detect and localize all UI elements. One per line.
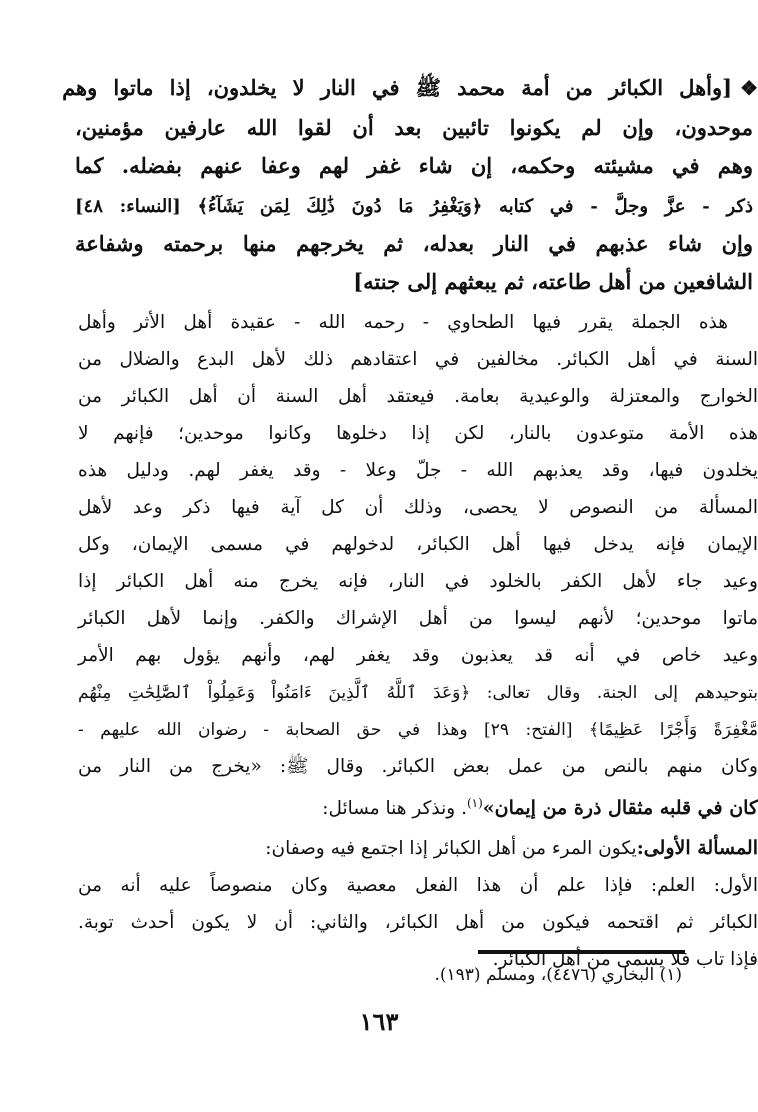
footnote: (١) البخاري (٤٤٧٦)، ومسلم (١٩٣). [434,965,682,985]
commentary-line: يخلدون فيها، وقد يعذبهم الله - جلّ وعلا - وقد يغفر لهم. ودليل هذه [78,460,758,481]
commentary-line: كان في قلبه مثقال ذرة من إيمان»$^{(١)}$. ونذكر هنا مسائل: [0,785,758,825]
hadith-text: كان في قلبه مثقال ذرة من إيمان» [482,797,758,820]
matn-line: ❖[وأهل الكبائر من أمة محمد ﷺ في النار لا يخلدون، إذا ماتوا وهم [0,68,758,108]
matn-line: ذكر - عزَّ وجلَّ - في كتابه ﴿وَيَغْفِرُ مَا دُونَ ذَٰلِكَ لِمَن يَشَآءُ﴾ [النساء: ٤٨] [75,196,753,217]
bullet-icon: ❖ [740,76,758,100]
commentary-line: الإيمان فإنه يدخل فيها أهل الكبائر، لدخولهم في مسمى الإيمان، وكل [78,534,758,555]
matn-line: الشافعين من أهل طاعته، ثم يبعثهم إلى جنته] [353,269,753,294]
commentary-line: مَّغْفِرَةً وَأَجْرًا عَظِيمًا﴾ [الفتح: ٢٩] وهذا في حق الصحابة - رضوان الله عليهم - [78,720,758,740]
commentary-line: هذه الجملة يقرر فيها الطحاوي - رحمه الله - عقيدة أهل الأثر وأهل [78,312,728,333]
commentary-line: وعيد جاء لأهل الكفر بالخلود في النار، فإنه يخرج منه أهل الكبائر إذا [78,571,758,592]
page-number: ١٦٣ [359,1007,399,1036]
commentary-line: ماتوا موحدين؛ لأنهم ليسوا من أهل الإشراك والكفر. وإنما لأهل الكبائر [78,608,758,629]
issue-line: فإذا تاب فلا يسمى من أهل الكبائر. [492,949,758,970]
commentary-line: وكان منهم بالنص من عمل بعض الكبائر. وقال ﷺ: «يخرج من النار من [78,756,758,777]
commentary-line: بتوحيدهم إلى الجنة. وقال تعالى: ﴿وَعَدَ ٱللَّهُ ٱلَّذِينَ ءَامَنُواْ وَعَمِلُواْ ٱلصَّٰلِحَٰتِ مِنْهُم [78,683,758,703]
issue-line: المسألة الأولى:يكون المرء من أهل الكبائر إذا اجتمع فيه وصفان: [0,830,758,870]
commentary-line: هذه الأمة متوعدون بالنار، لكن إذا دخلوها وكانوا موحدين؛ فإنهم لا [78,423,758,444]
matn-line: موحدون، وإن لم يكونوا تائبين بعد أن لقوا الله عارفين مؤمنين، [75,115,753,140]
commentary-line: الخوارج والمعتزلة والوعيدية بعامة. فيعتقد أهل السنة أن أهل الكبائر من [78,386,758,407]
commentary-line: وعيد خاص في أنه قد يعذبون وقد يغفر لهم، وأنهم يؤول بهم الأمر [78,645,758,666]
issue-line: الأول: العلم: فإذا علم أن هذا الفعل معصية وكان منصوصاً عليه أنه من [78,875,758,896]
matn-line: وإن شاء عذبهم في النار بعدله، ثم يخرجهم منها برحمته وشفاعة [75,231,753,256]
footnote-marker: (١) [466,796,483,810]
issue-heading: المسألة الأولى: [636,837,758,859]
issue-line: الكبائر ثم اقتحمه فيكون من أهل الكبائر، والثاني: أن لا يكون أحدث توبة. [78,912,758,933]
commentary-line: المسألة من النصوص لا يحصى، وذلك أن كل آية فيها ذكر وعد لأهل [78,497,758,518]
matn-line: وهم في مشيئته وحكمه، إن شاء غفر لهم وعفا عنهم بفضله. كما [75,153,753,178]
commentary-line: السنة في أهل الكبائر. مخالفين في اعتقادهم ذلك لأهل البدع والضلال من [78,349,758,370]
